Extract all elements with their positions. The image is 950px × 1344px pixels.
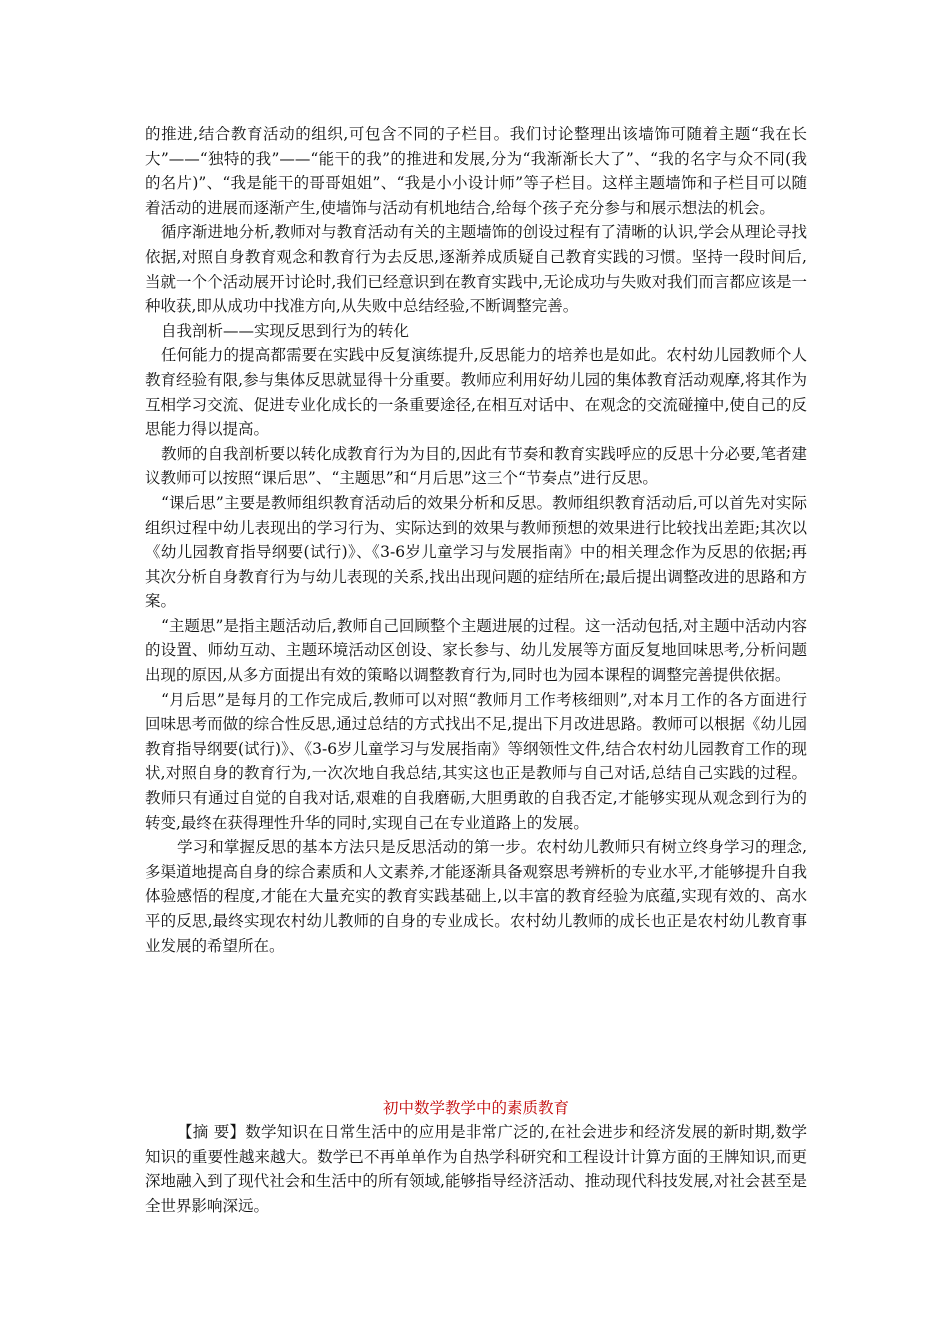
paragraph-5: “课后思”主要是教师组织教育活动后的效果分析和反思。教师组织教育活动后,可以首先对实际组织过程中幼儿表现出的学习行为、实际达到的效果与教师预想的效果进行比较找出差距;其次以《幼儿园教育指导纲要(试行)》、《3-6岁儿童学习与发展指南》中的相关理念作为反思的依据;再其次分析自身教育行为与幼儿表现的关系,找出出现问题的症结所在;最后提出调整改进的思路和方案。 [145,493,807,611]
abstract-text: 【摘 要】数学知识在日常生活中的应用是非常广泛的,在社会进步和经济发展的新时期,数学知识的重要性越来越大。数学已不再单单作为自热学科研究和工程设计计算方面的王牌知识,而更深地融入到了现代社会和生活中的所有领域,能够指导经济活动、推动现代科技发展,对社会甚至是全世界影响深远。 [145,1123,807,1215]
paragraph-8: 学习和掌握反思的基本方法只是反思活动的第一步。农村幼儿教师只有树立终身学习的理念,多渠道地提高自身的综合素质和人文素养,才能逐渐具备观察思考辨析的专业水平,才能够提升自我体验感悟的程度,才能在大量充实的教育实践基础上,以丰富的教育经验为底蕴,实现有效的、高水平的反思,最终实现农村幼儿教师的自身的专业成长。农村幼儿教师的成长也正是农村幼儿教育事业发展的希望所在。 [145,838,807,955]
paragraph-3: 任何能力的提高都需要在实践中反复演练提升,反思能力的培养也是如此。农村幼儿园教师个人教育经验有限,参与集体反思就显得十分重要。教师应利用好幼儿园的集体教育活动观摩,将其作为互相学习交流、促进专业化成长的一条重要途径,在相互对话中、在观念的交流碰撞中,使自己的反思能力得以提高。 [145,346,807,439]
paragraph-4: 教师的自我剖析要以转化成教育行为为目的,因此有节奏和教育实践呼应的反思十分必要,笔者建议教师可以按照“课后思”、“主题思”和“月后思”这三个“节奏点”进行反思。 [145,444,807,488]
article-title: 初中数学教学中的素质教育 [382,1099,569,1117]
article-body [145,122,807,958]
paragraph-7: “月后思”是每月的工作完成后,教师可以对照“教师月工作考核细则”,对本月工作的各方面进行回味思考而做的综合性反思,通过总结的方式找出不足,提出下月改进思路。教师可以根据《幼儿园教育指导纲要(试行)》、《3-6岁儿童学习与发展指南》等纲领性文件,结合农村幼儿园教育工作的现状,对照自身的教育行为,一次次地自我总结,其实这也正是教师与自己对话,总结自己实践的过程。教师只有通过自觉的自我对话,艰难的自我磨砺,大胆勇敢的自我否定,才能够实现从观念到行为的转变,最终在获得理性升华的同时,实现自己在专业道路上的发展。 [145,690,807,832]
paragraph-6: “主题思”是指主题活动后,教师自己回顾整个主题进展的过程。这一活动包括,对主题中活动内容的设置、师幼互动、主题环境活动区创设、家长参与、幼儿发展等方面反复地回味思考,分析问题出现的原因,从多方面提出有效的策略以调整教育行为,同时也为园本课程的调整完善提供依据。 [145,616,807,685]
paragraph-2: 循序渐进地分析,教师对与教育活动有关的主题墙饰的创设过程有了清晰的认识,学会从理论寻找依据,对照自身教育观念和教育行为去反思,逐渐养成质疑自己教育实践的习惯。坚持一段时间后,当就一个个活动展开讨论时,我们已经意识到在教育实践中,无论成功与失败对我们而言都应该是一种收获,即从成功中找准方向,从失败中总结经验,不断调整完善。 [145,223,807,316]
abstract-block [145,1120,807,1218]
paragraph-1: 的推进,结合教育活动的组织,可包含不同的子栏目。我们讨论整理出该墙饰可随着主题“我在长大”——“独特的我”——“能干的我”的推进和发展,分为“我渐渐长大了”、“我的名字与众不同(我的名片)”、“我是能干的哥哥姐姐”、“我是小小设计师”等子栏目。这样主题墙饰和子栏目可以随着活动的进展而逐渐产生,使墙饰与活动有机地结合,给每个孩子充分参与和展示想法的机会。 [145,125,807,217]
section-heading: 自我剖析——实现反思到行为的转化 [161,321,410,340]
